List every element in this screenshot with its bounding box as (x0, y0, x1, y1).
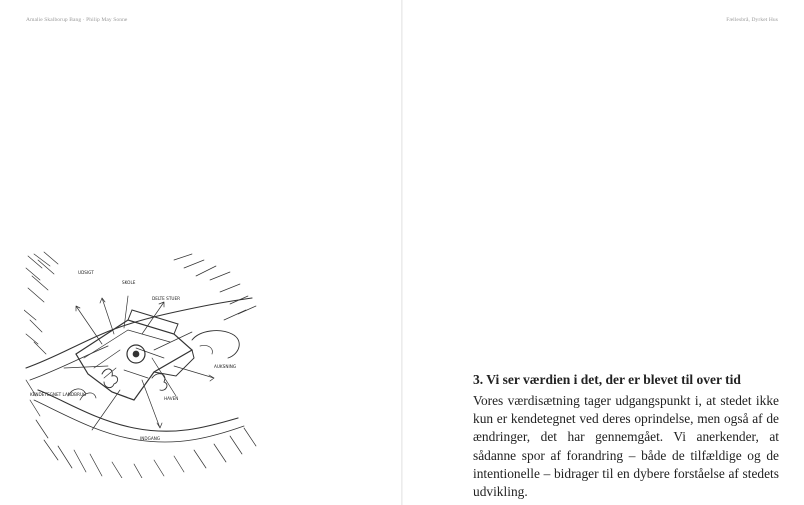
site-sketch (24, 250, 260, 478)
sketch-label-lower-right: HAVEN (164, 396, 179, 401)
sketch-label-mid-right: DELTE STUER (152, 296, 180, 301)
site-sketch-drawing (24, 250, 260, 478)
left-page (0, 0, 401, 505)
right-page (403, 0, 804, 505)
sketch-label-bottom: INDGANG (140, 436, 161, 441)
sketch-label-upper-center: SKOLE (122, 280, 136, 285)
running-header-left: Amalie Skalborup Bang · Philip May Sonne (26, 17, 128, 23)
sketch-label-left: KENDETEGNET LANDBRUG (30, 392, 87, 397)
sketch-label-top: UDSIGT (78, 270, 94, 275)
body-paragraph: Vores værdisætning tager udgangspunkt i, at stedet ikke kun er kendetegnet ved deres oprindelse, men også af de ændringer, det har gennemgået. Vi anerkender, at sådanne spor af forandring – både de tilfældige og de intentionelle – bidrager til en dybere forståelse af stedets udvikling. (473, 393, 779, 500)
running-header-right: Fællesbrå, Dyrket Hus (726, 17, 778, 23)
section-heading: 3. Vi ser værdien i det, der er blevet til over tid (473, 372, 741, 387)
sketch-label-right: AUKSNING (214, 364, 237, 369)
